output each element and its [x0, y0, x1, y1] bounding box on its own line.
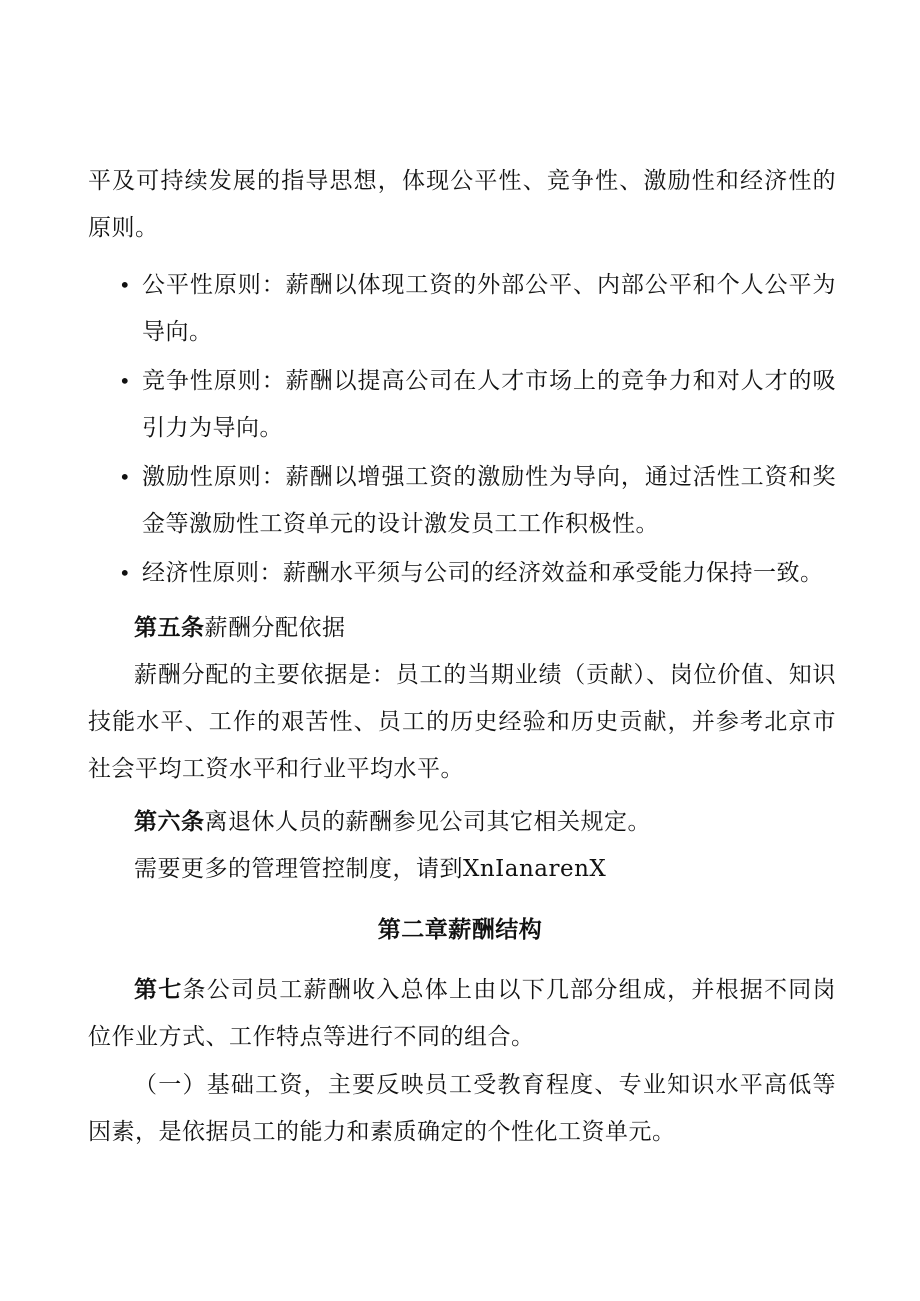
article-7-body: 条公司员工薪酬收入总体上由以下几部分组成，并根据不同岗位作业方式、工作特点等进行不同的组合。: [88, 977, 837, 1050]
intro-paragraph: [88, 158, 836, 252]
article-6-label: 第六条: [134, 808, 205, 835]
article-5-body: [88, 652, 836, 793]
article-5-title: 薪酬分配依据: [204, 615, 346, 641]
principle-text: 竞争性原则：薪酬以提高公司在人才市场上的竞争力和对人才的吸引力为导向。: [142, 368, 836, 441]
principle-text: 经济性原则：薪酬水平须与公司的经济效益和承受能力保持一致。: [142, 560, 824, 586]
article-7: [88, 966, 836, 1061]
bullet-dot-icon: •: [118, 561, 132, 585]
principle-item-economy: [88, 550, 836, 597]
bullet-dot-icon: •: [118, 465, 132, 489]
article-5-heading: [88, 604, 836, 652]
principle-item-fairness: [88, 262, 836, 356]
article-5-body-text: 薪酬分配的主要依据是：员工的当期业绩（贡献）、岗位价值、知识技能水平、工作的艰苦性、员工的历史经验和历史贡献，并参考北京市社会平均工资水平和行业平均水平。: [88, 662, 836, 782]
article-6: [88, 798, 836, 846]
item-1-paragraph: [88, 1062, 836, 1156]
article-7-label: 第七: [134, 976, 183, 1003]
principle-text: 激励性原则：薪酬以增强工资的激励性为导向，通过活性工资和奖金等激励性工资单元的设计激发员工工作积极性。: [142, 464, 836, 537]
article-5-label: 第五条: [134, 614, 205, 641]
item-1-text: （一）基础工资，主要反映员工受教育程度、专业知识水平高低等因素，是依据员工的能力和素质确定的个性化工资单元。: [88, 1072, 836, 1145]
principle-item-incentive: [88, 454, 836, 548]
note-paragraph: [88, 846, 836, 893]
chapter-2-title: 第二章薪酬结构: [377, 916, 543, 943]
article-6-body: 离退休人员的薪酬参见公司其它相关规定。: [204, 809, 651, 835]
bullet-dot-icon: •: [118, 369, 132, 393]
bullet-dot-icon: •: [118, 273, 132, 297]
note-text: 需要更多的管理管控制度，请到XnIanarenX: [134, 856, 607, 882]
principle-item-competitiveness: [88, 358, 836, 452]
principle-text: 公平性原则：薪酬以体现工资的外部公平、内部公平和个人公平为导向。: [142, 272, 836, 345]
intro-text: 平及可持续发展的指导思想，体现公平性、竞争性、激励性和经济性的原则。: [88, 168, 836, 241]
principles-list: [88, 262, 836, 599]
